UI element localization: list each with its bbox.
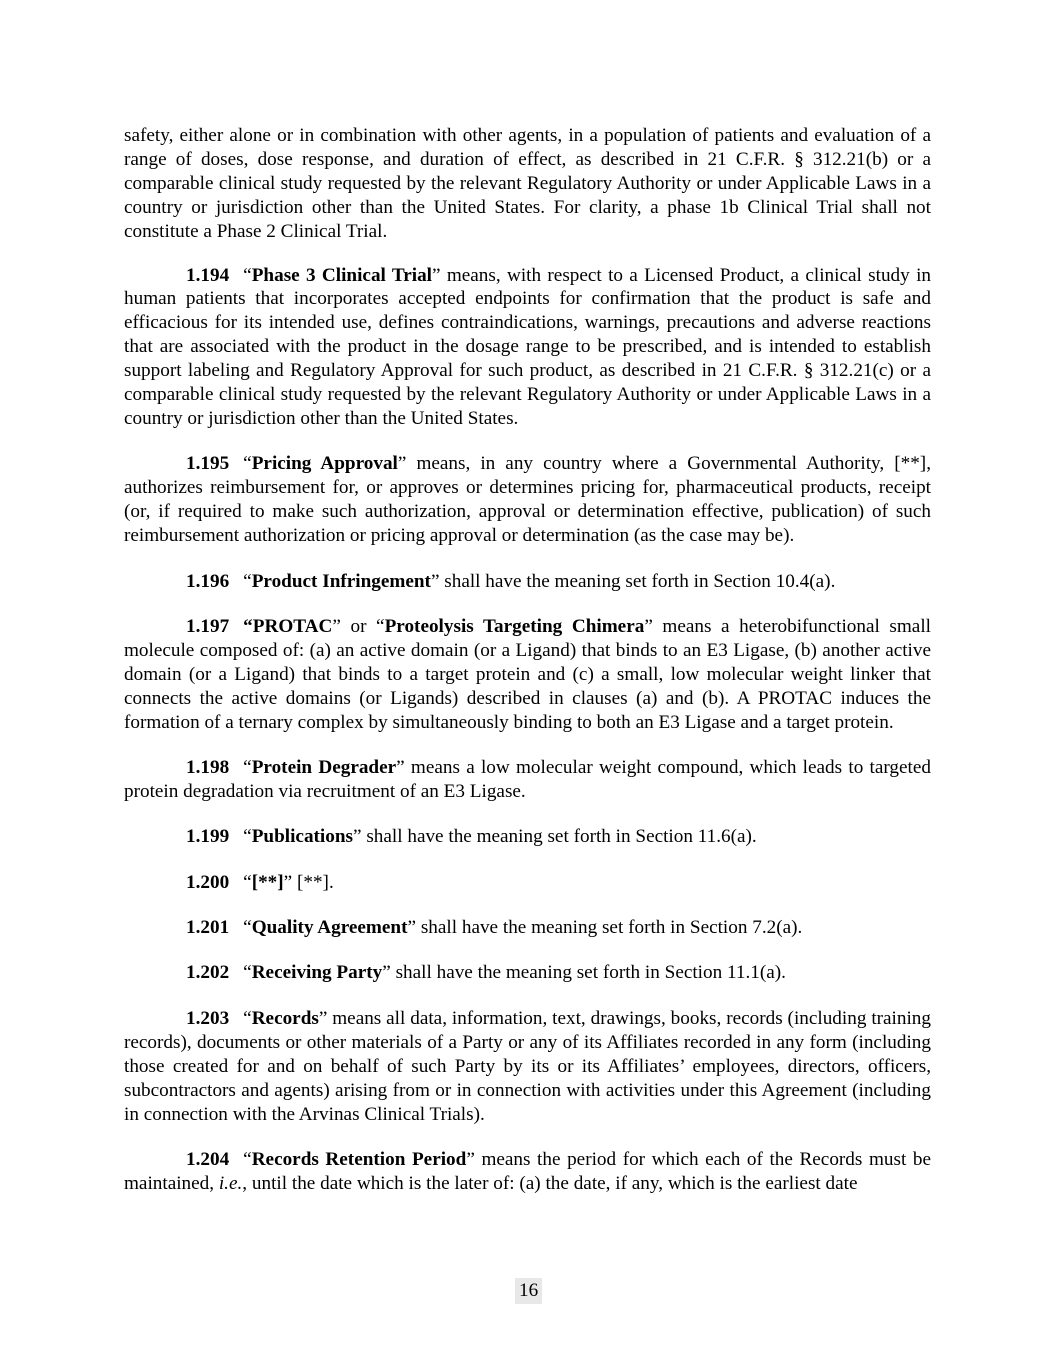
- defined-term: PROTAC: [252, 615, 333, 637]
- continuation-paragraph: safety, either alone or in combination with other agents, in a population of patients and evaluation of a range of doses, dose response, and duration of effect, as described in 21 C.F.R. § 312.21(b) or a comparable clinical study requested by the relevant Regulatory Authority or under Applicable Laws in a country or jurisdiction other than the United States. For clarity, a phase 1b Clinical Trial shall not constitute a Phase 2 Clinical Trial.: [124, 125, 931, 242]
- section-number: 1.199: [186, 826, 230, 848]
- defined-term: Protein Degrader: [251, 756, 397, 778]
- defined-term: Receiving Party: [251, 962, 383, 984]
- definition-text: ” means, in any country where a Governmental Authority, [**], authorizes reimbursement for, or approves or determines pricing for, pharmaceutical products, receipt (or, if required to make such authorization, approval or determination effective, publication) of such reimbursement authorization or pricing approval or determination (as the case may be).: [124, 453, 931, 547]
- definition-1-204: [124, 1148, 931, 1196]
- section-number: 1.204: [186, 1148, 230, 1170]
- defined-term: Product Infringement: [251, 570, 431, 592]
- open-quote: “: [243, 826, 252, 848]
- page-number: 16: [515, 1278, 542, 1304]
- defined-term: Records Retention Period: [251, 1148, 467, 1170]
- section-number: 1.195: [186, 453, 230, 475]
- defined-term: Phase 3 Clinical Trial: [251, 264, 432, 286]
- open-quote: “: [243, 615, 253, 637]
- section-number: 1.194: [186, 264, 230, 286]
- section-number: 1.197: [186, 615, 230, 637]
- definition-1-202: [124, 961, 931, 985]
- open-quote: “: [243, 264, 252, 286]
- open-quote: “: [243, 756, 252, 778]
- definition-1-195: [124, 452, 931, 548]
- definition-1-196: [124, 570, 931, 594]
- definition-1-198: [124, 756, 931, 804]
- definition-text: ” shall have the meaning set forth in Section 11.1(a).: [382, 962, 786, 984]
- definition-text: ” shall have the meaning set forth in Section 11.6(a).: [353, 826, 757, 848]
- definition-text: ” means a heterobifunctional small molecule composed of: (a) an active domain (or a Ligand) that binds to an E3 Ligase, (b) another active domain (or a Ligand) that binds to a target protein and (c) a small, low molecular weight linker that connects the active domains (or Ligands) described in clauses (a) and (b). A PROTAC induces the formation of a ternary complex by simultaneously binding to both an E3 Ligase and a target protein.: [124, 615, 931, 733]
- defined-term: Pricing Approval: [251, 453, 398, 475]
- term-connector: ” or “: [332, 615, 385, 637]
- section-number: 1.200: [186, 871, 230, 893]
- defined-term: Quality Agreement: [251, 917, 408, 939]
- definition-1-200: [124, 871, 931, 895]
- definition-1-197: [124, 615, 931, 735]
- definition-1-201: [124, 916, 931, 940]
- open-quote: “: [243, 570, 252, 592]
- open-quote: “: [243, 962, 252, 984]
- open-quote: “: [243, 1148, 252, 1170]
- definition-text-lead: ” means the period for which each of the Records must be maintained,: [124, 1148, 931, 1194]
- section-number: 1.196: [186, 570, 230, 592]
- open-quote: “: [243, 871, 252, 893]
- definition-1-199: [124, 825, 931, 849]
- open-quote: “: [243, 1007, 252, 1029]
- definition-text: ” shall have the meaning set forth in Section 7.2(a).: [407, 917, 803, 939]
- section-number: 1.202: [186, 962, 230, 984]
- definition-text: ” [**].: [283, 871, 334, 893]
- defined-term: Publications: [251, 826, 353, 848]
- section-number: 1.203: [186, 1007, 230, 1029]
- definition-text: ” means, with respect to a Licensed Product, a clinical study in human patients that incorporates accepted endpoints for confirmation that the product is safe and efficacious for its intended use, defines contraindications, warnings, precautions and adverse reactions that are associated with the product in the dosage range to be prescribed, and is intended to establish support labeling and Regulatory Approval for such product, as described in 21 C.F.R. § 312.21(c) or a comparable clinical study requested by the relevant Regulatory Authority or under Applicable Laws in a country or jurisdiction other than the United States.: [124, 264, 931, 429]
- section-number: 1.198: [186, 756, 230, 778]
- document-page: [124, 124, 931, 1217]
- open-quote: “: [243, 453, 252, 475]
- definition-text: ” means a low molecular weight compound, which leads to targeted protein degradation via recruitment of an E3 Ligase.: [124, 756, 931, 802]
- definition-1-194: [124, 264, 931, 431]
- defined-term: [**]: [251, 871, 284, 893]
- open-quote: “: [243, 917, 252, 939]
- italic-abbreviation: i.e.: [218, 1172, 243, 1194]
- definition-text: ” shall have the meaning set forth in Section 10.4(a).: [430, 570, 836, 592]
- section-number: 1.201: [186, 917, 230, 939]
- defined-term: Records: [251, 1007, 319, 1029]
- definition-text: , until the date which is the later of: (a) the date, if any, which is the earliest date: [242, 1172, 858, 1194]
- definition-1-203: [124, 1007, 931, 1127]
- definition-text: ” means all data, information, text, drawings, books, records (including training records), documents or other materials of a Party or any of its Affiliates recorded in any form (including those created for and on behalf of such Party by its or its Affiliates’ employees, directors, officers, subcontractors and agents) arising from or in connection with activities under this Agreement (including in connection with the Arvinas Clinical Trials).: [124, 1007, 931, 1125]
- defined-term-alt: Proteolysis Targeting Chimera: [384, 615, 645, 637]
